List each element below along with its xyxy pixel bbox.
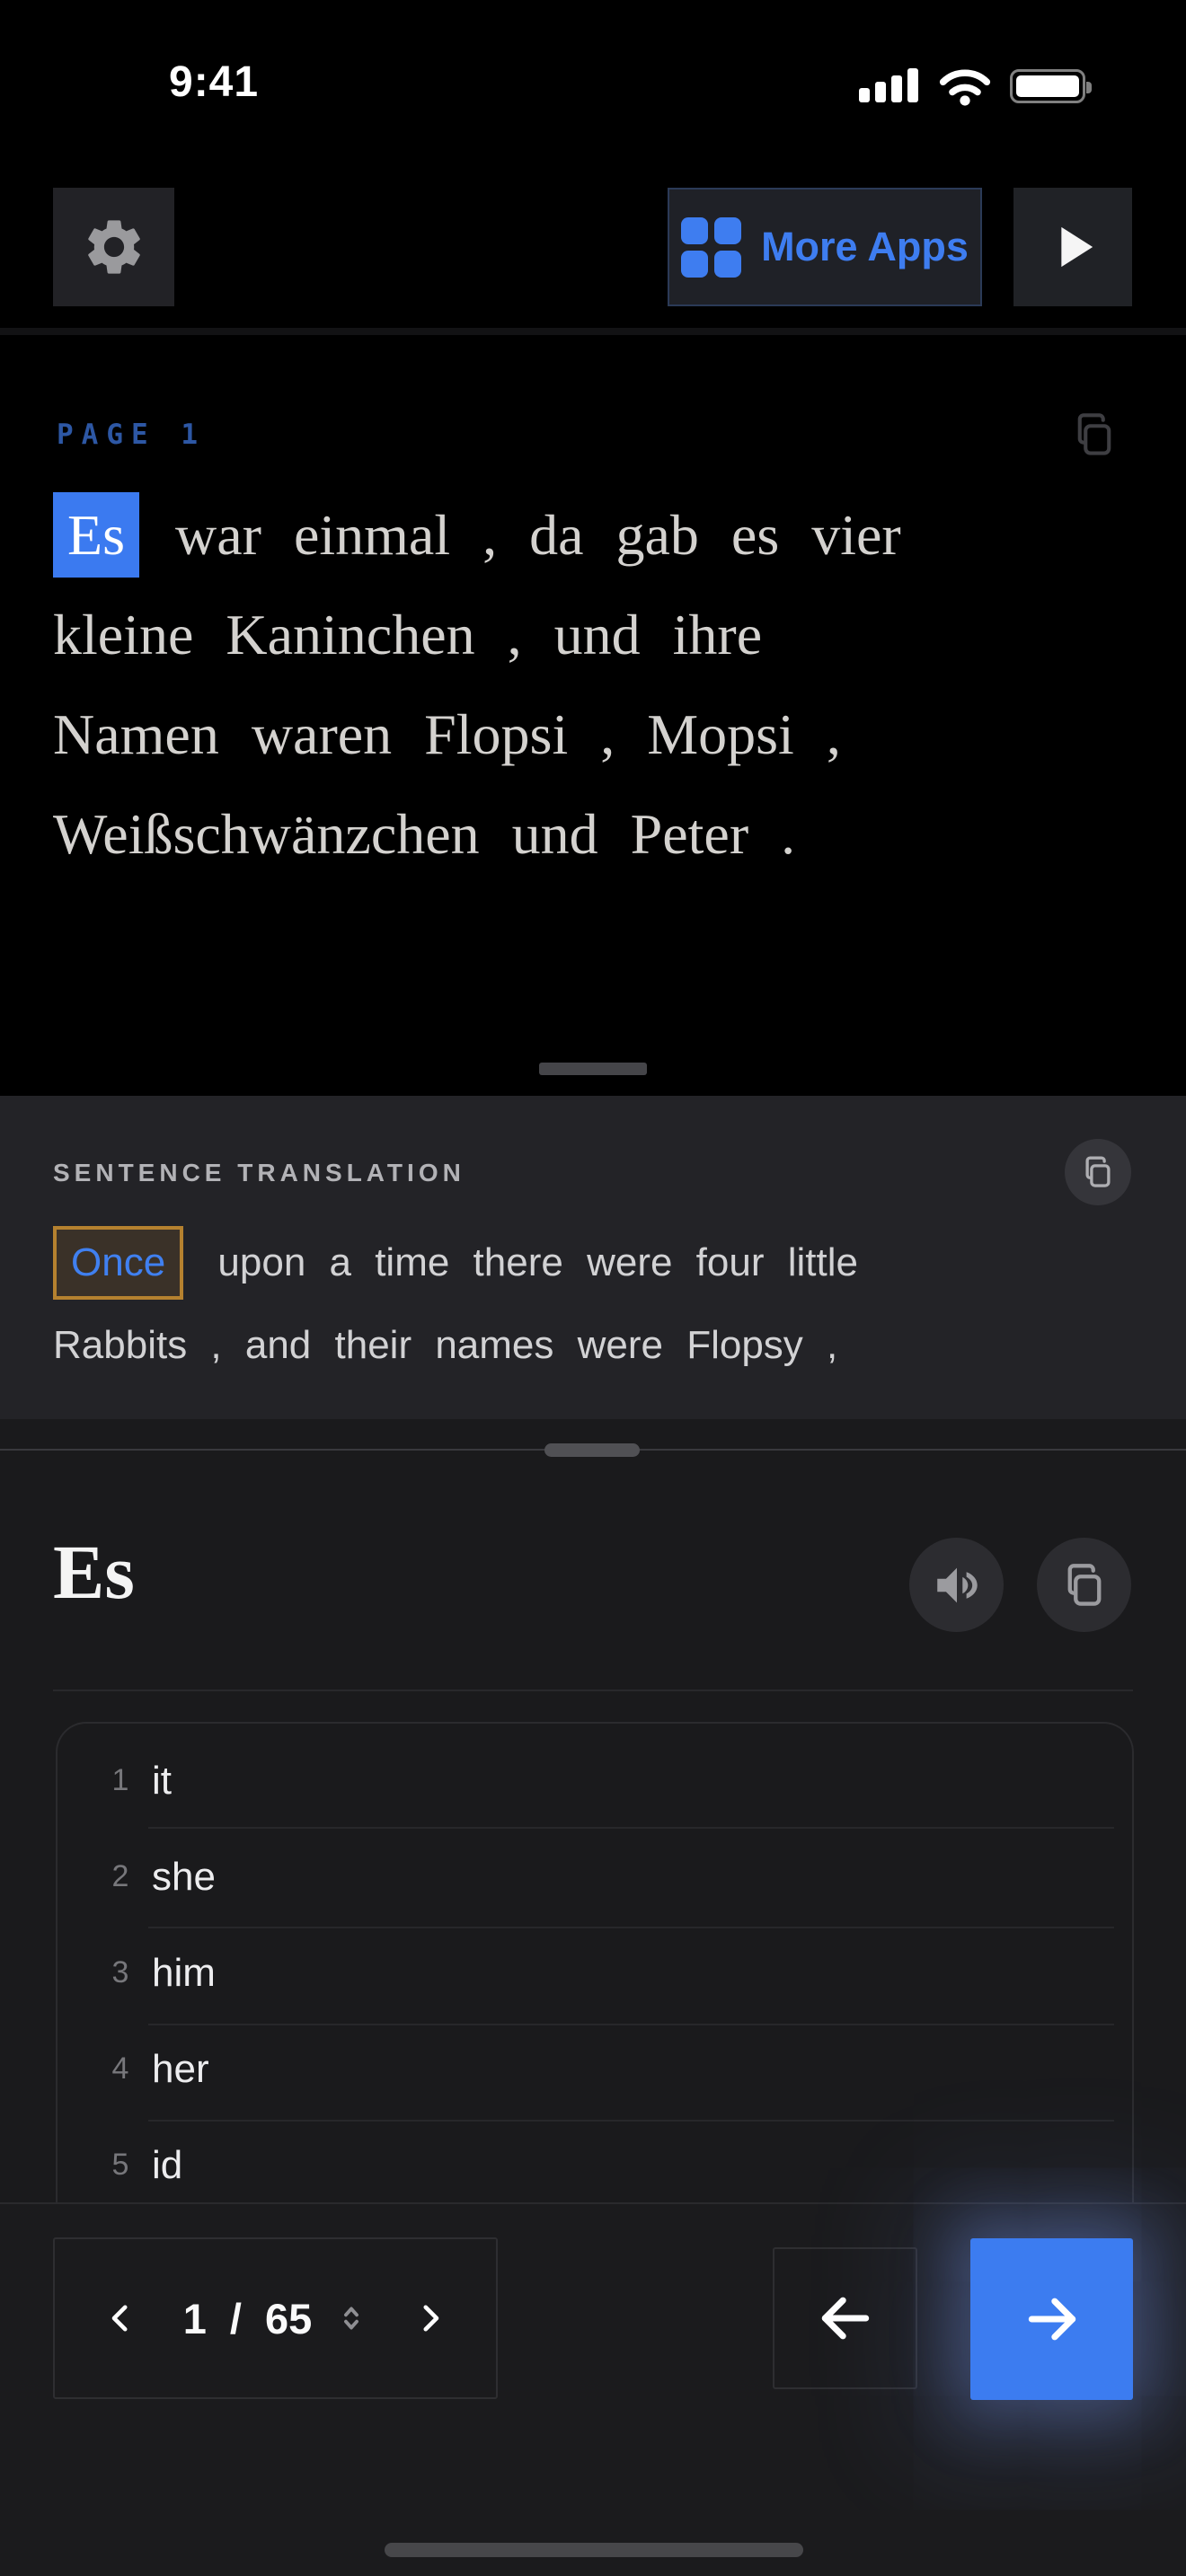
copy-icon [1061, 1562, 1108, 1609]
definition-number: 5 [111, 2148, 129, 2182]
translation-line [53, 1222, 1140, 1304]
previous-sentence-button[interactable] [773, 2247, 917, 2389]
more-apps-button[interactable] [668, 188, 982, 306]
reader-line: kleine Kaninchen , und ihre [53, 603, 763, 666]
drag-handle[interactable] [539, 1063, 647, 1075]
sentence-translation-panel [0, 1096, 1186, 1419]
selected-translation-word[interactable]: Once [53, 1226, 183, 1300]
translation-header: SENTENCE TRANSLATION [53, 1159, 465, 1187]
page-label: PAGE 1 [57, 419, 206, 451]
definition-row[interactable] [58, 2021, 1132, 2117]
signal-icon [859, 68, 920, 104]
definition-row[interactable] [58, 2117, 1132, 2213]
reader-line-text: war einmal , da gab es vier [175, 503, 901, 567]
speaker-icon [931, 1559, 983, 1611]
translation-line-text: upon a time there were four little [217, 1240, 858, 1284]
sort-icon [335, 2298, 367, 2338]
status-icons [859, 68, 1085, 104]
chevron-right-icon[interactable] [412, 2295, 449, 2342]
panel-edge [0, 328, 1186, 335]
definition-text: it [152, 1758, 172, 1803]
definition-row[interactable] [58, 1733, 1132, 1829]
definition-text: him [152, 1950, 216, 1995]
definition-text: id [152, 2142, 183, 2187]
home-indicator [385, 2543, 803, 2557]
list-separator [148, 2024, 1114, 2025]
page-separator: / [229, 2294, 242, 2342]
definition-text: she [152, 1854, 216, 1899]
translation-text [53, 1222, 1140, 1387]
more-apps-label: More Apps [761, 224, 969, 269]
next-sentence-button[interactable] [970, 2238, 1133, 2400]
pronounce-button[interactable] [909, 1538, 1004, 1632]
definitions-list [56, 1722, 1134, 2204]
vocab-panel [0, 1419, 1186, 2202]
reader-line: Weißschwänzchen und Peter . [53, 802, 796, 866]
wifi-icon [938, 66, 992, 106]
chevron-left-icon[interactable] [102, 2295, 139, 2342]
play-button[interactable] [1013, 188, 1132, 306]
divider [53, 1689, 1133, 1691]
copy-page-button[interactable] [1071, 411, 1118, 458]
page-stepper[interactable] [53, 2237, 498, 2399]
copy-word-button[interactable] [1037, 1538, 1131, 1632]
definition-number: 3 [111, 1955, 129, 1989]
definition-number: 2 [111, 1859, 129, 1893]
copy-icon [1071, 411, 1118, 458]
list-separator [148, 1927, 1114, 1928]
definition-number: 4 [111, 2051, 129, 2086]
definition-row[interactable] [58, 1829, 1132, 1925]
reader-line [53, 485, 1140, 585]
translation-line: Rabbits , and their names were Flopsy , [53, 1323, 838, 1367]
definition-row[interactable] [58, 1925, 1132, 2021]
selected-word[interactable]: Es [53, 492, 139, 578]
arrow-left-icon [815, 2288, 876, 2349]
copy-translation-button[interactable] [1065, 1139, 1131, 1205]
status-bar [0, 0, 1186, 144]
status-time: 9:41 [169, 58, 260, 106]
bottom-bar [0, 2202, 1186, 2576]
settings-button[interactable] [53, 188, 174, 306]
total-pages: 65 [264, 2294, 313, 2342]
list-separator [148, 2120, 1114, 2122]
definition-text: her [152, 2046, 209, 2091]
vocab-word: Es [53, 1529, 135, 1615]
copy-icon [1081, 1155, 1115, 1189]
reader-text [53, 485, 1140, 884]
more-apps-icon [681, 217, 741, 278]
drag-handle[interactable] [544, 1443, 640, 1457]
battery-icon [1010, 69, 1085, 103]
reader-line: Namen waren Flopsi , Mopsi , [53, 702, 841, 766]
current-page: 1 [182, 2294, 207, 2342]
definition-number: 1 [111, 1763, 129, 1797]
play-icon [1039, 213, 1107, 281]
gear-icon [81, 214, 147, 280]
list-separator [148, 1827, 1114, 1829]
arrow-right-icon [1022, 2289, 1083, 2350]
page-indicator[interactable] [183, 2294, 367, 2343]
